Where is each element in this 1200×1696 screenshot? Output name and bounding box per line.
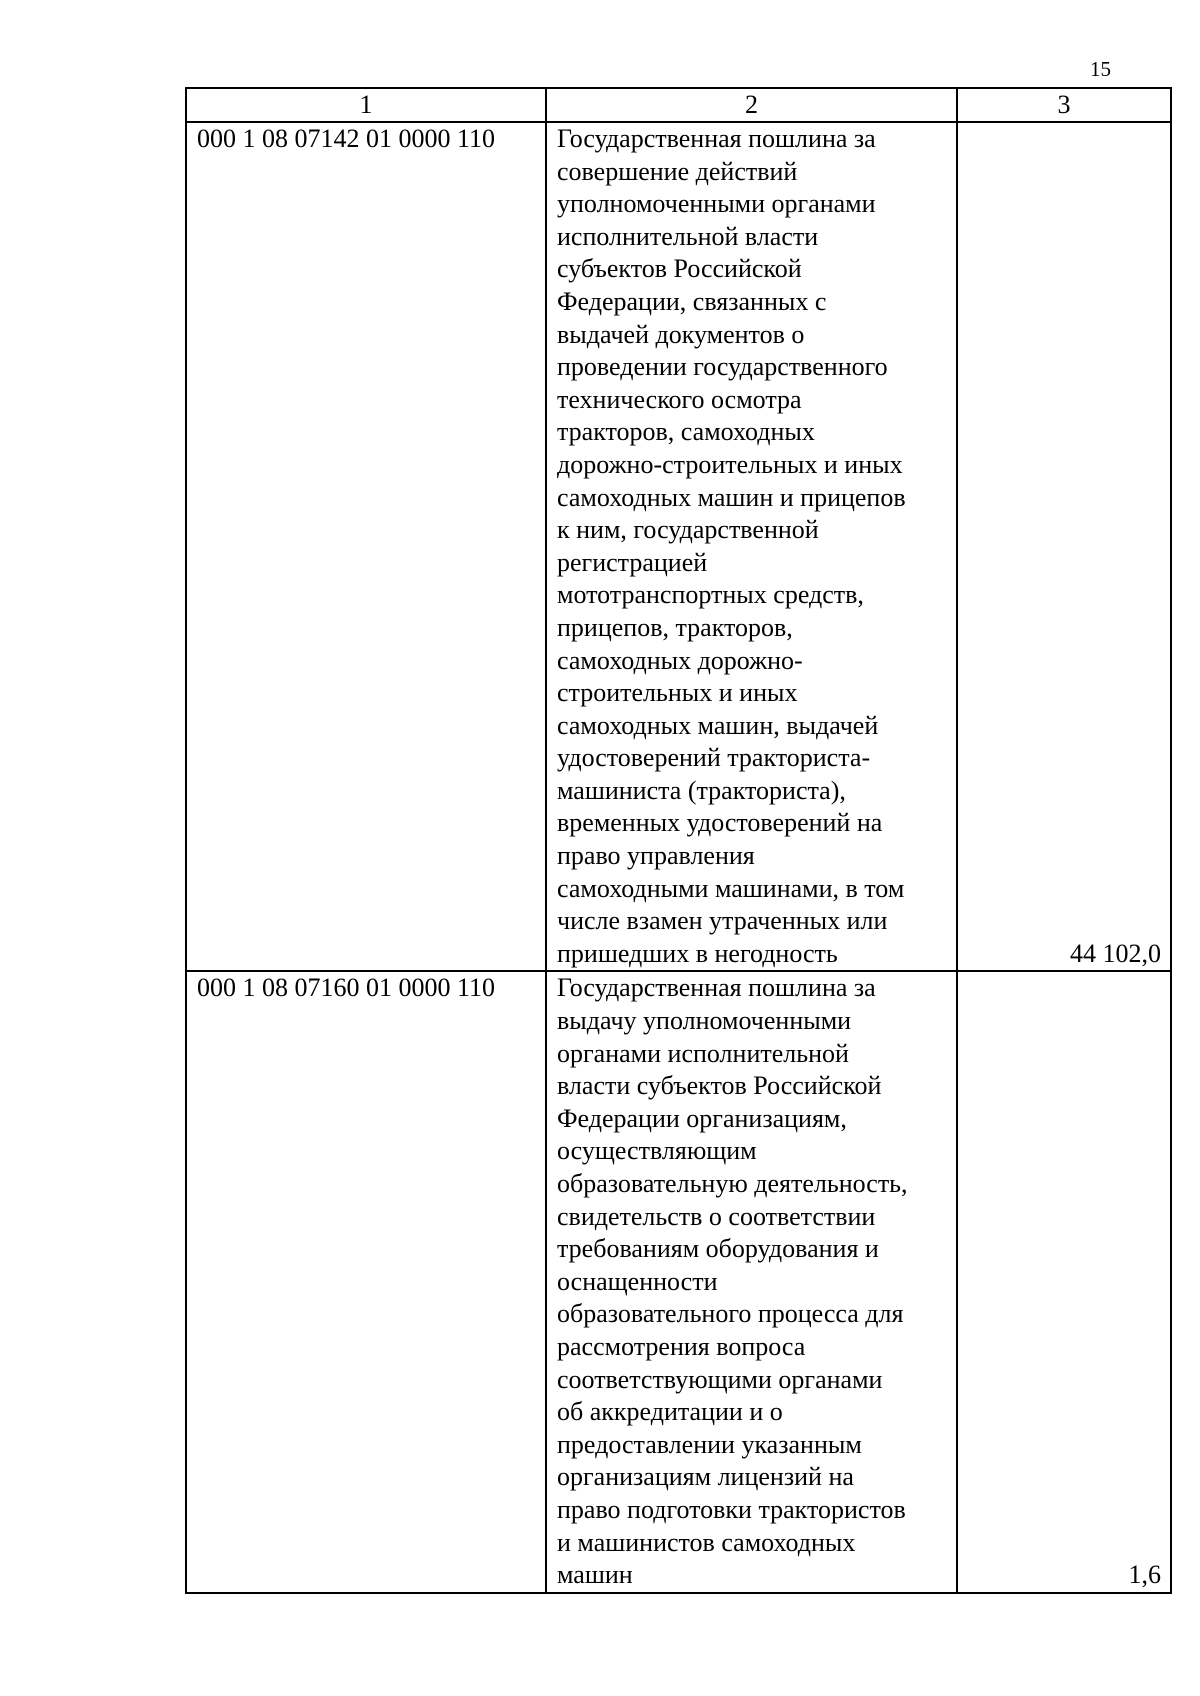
description-line: субъектов Российской (557, 254, 802, 284)
description-line: Федерации, связанных с (557, 286, 827, 316)
budget-code-cell: 000 1 08 07142 01 0000 110 (186, 122, 546, 971)
description-line: право управления (557, 841, 755, 871)
description-line: самоходных машин, выдачей (557, 710, 879, 740)
description-line: временных удостоверений на (557, 808, 883, 838)
description-line: к ним, государственной (557, 515, 819, 545)
table-row (186, 122, 1171, 971)
description-line: самоходных машин и прицепов (557, 482, 906, 512)
budget-code-cell: 000 1 08 07160 01 0000 110 (186, 971, 546, 1592)
description-line: проведении государственного (557, 352, 888, 382)
revenue-table (185, 87, 1172, 1594)
description-line: свидетельств о соответствии (557, 1201, 876, 1231)
description-line: выдачу уполномоченными (557, 1006, 852, 1036)
amount-cell: 44 102,0 (957, 122, 1171, 971)
description-line: тракторов, самоходных (557, 417, 815, 447)
description-line: Государственная пошлина за (557, 124, 876, 153)
description-line: удостоверений тракториста- (557, 743, 871, 773)
description-line: уполномоченными органами (557, 189, 876, 219)
description-line: регистрацией (557, 547, 708, 577)
description-line: и машинистов самоходных (557, 1527, 856, 1557)
description-line: оснащенности (557, 1266, 718, 1296)
description-line: мототранспортных средств, (557, 580, 864, 610)
description-line: Государственная пошлина за (557, 973, 876, 1003)
description-line: соответствующими органами (557, 1364, 883, 1394)
description-line: органами исполнительной (557, 1038, 849, 1068)
amount-cell: 1,6 (957, 971, 1171, 1592)
description-line: самоходными машинами, в том (557, 873, 905, 903)
description-line: самоходных дорожно- (557, 645, 803, 675)
description-line: строительных и иных (557, 678, 798, 708)
description-line: образовательного процесса для (557, 1299, 904, 1329)
description-line: выдачей документов о (557, 319, 805, 349)
description-line: технического осмотра (557, 384, 802, 414)
description-line: предоставлении указанным (557, 1429, 862, 1459)
page-number: 15 (1090, 57, 1111, 81)
description-line: Федерации организациям, (557, 1103, 847, 1133)
description-line: требованиям оборудования и (557, 1234, 879, 1264)
description-line: власти субъектов Российской (557, 1071, 882, 1101)
description-line: числе взамен утраченных или (557, 906, 888, 936)
description-line: машиниста (тракториста), (557, 775, 846, 805)
description-line: осуществляющим (557, 1136, 757, 1166)
description-line: машин (557, 1560, 633, 1590)
description-line: право подготовки трактористов (557, 1494, 906, 1524)
column-header-code: 1 (186, 88, 546, 122)
description-line: организациям лицензий на (557, 1462, 854, 1492)
description-cell (546, 122, 957, 971)
table-header-row (186, 88, 1171, 122)
column-header-description: 2 (546, 88, 957, 122)
description-line: исполнительной власти (557, 221, 819, 251)
description-line: прицепов, тракторов, (557, 612, 793, 642)
description-line: об аккредитации и о (557, 1397, 783, 1427)
description-line: дорожно-строительных и иных (557, 449, 903, 479)
description-line: совершение действий (557, 156, 798, 186)
description-cell (546, 971, 957, 1592)
column-header-amount: 3 (957, 88, 1171, 122)
table-row (186, 971, 1171, 1592)
description-line: пришедших в негодность (557, 938, 838, 968)
description-line: образовательную деятельность, (557, 1169, 908, 1198)
description-line: рассмотрения вопроса (557, 1331, 806, 1361)
